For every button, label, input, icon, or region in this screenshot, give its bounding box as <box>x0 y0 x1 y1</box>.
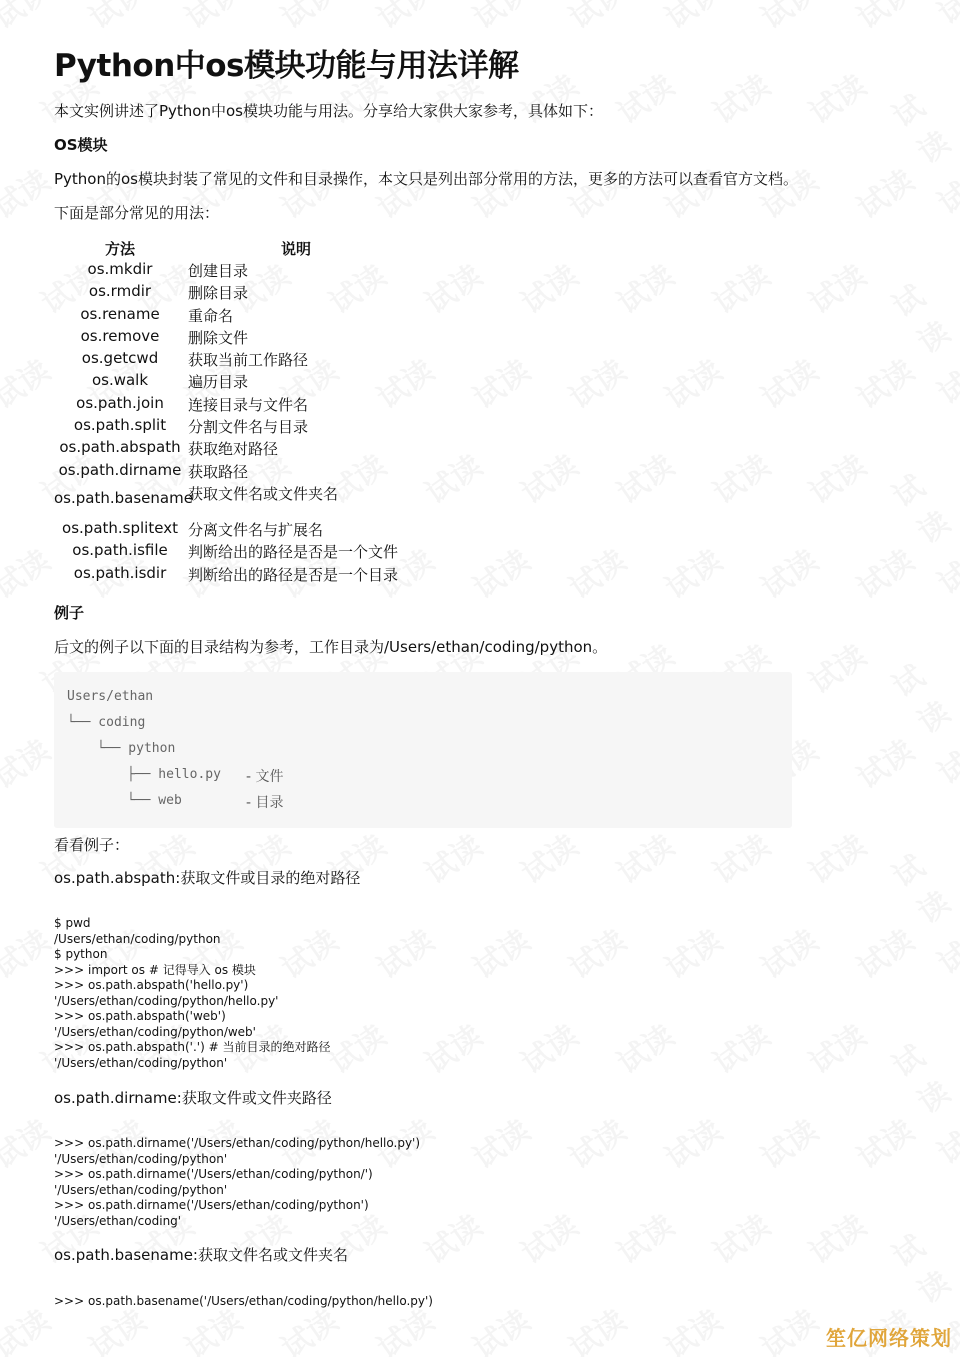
table-row <box>54 416 434 438</box>
intro-paragraph: 本文实例讲述了Python中os模块功能与用法。分享给大家供大家参考，具体如下： <box>54 102 603 120</box>
see-example-text: 看看例子： <box>54 836 130 854</box>
page-title: Python中os模块功能与用法详解 <box>54 48 519 84</box>
method-name: os.remove <box>80 326 160 345</box>
dirname-heading: os.path.dirname:获取文件或文件夹路径 <box>54 1089 332 1107</box>
method-description: 获取当前工作路径 <box>188 351 309 370</box>
header-method: 方法 <box>104 240 135 258</box>
method-description: 获取路径 <box>188 462 249 481</box>
table-header <box>54 238 434 260</box>
method-description: 连接目录与文件名 <box>188 395 309 414</box>
table-row <box>54 564 434 586</box>
directory-tree-codeblock <box>54 672 792 828</box>
basename-heading: os.path.basename:获取文件名或文件夹名 <box>54 1246 348 1264</box>
method-description: 分离文件名与扩展名 <box>188 520 324 539</box>
method-name: os.path.dirname <box>58 460 182 479</box>
method-name: os.path.isfile <box>72 541 168 560</box>
method-description: 获取绝对路径 <box>188 440 279 459</box>
method-name: os.mkdir <box>87 260 153 278</box>
method-name: os.path.split <box>73 416 167 435</box>
method-name: os.path.join <box>76 393 164 412</box>
method-name: os.path.isdir <box>73 563 167 582</box>
method-description: 删除目录 <box>188 284 249 303</box>
table-row <box>54 371 434 393</box>
method-description: 删除文件 <box>188 328 249 347</box>
method-name: os.path.splitext <box>62 518 178 537</box>
table-row <box>54 305 434 327</box>
method-description: 遍历目录 <box>188 373 249 392</box>
tree-line: └── coding <box>67 715 146 730</box>
section-heading-os: OS模块 <box>54 136 108 154</box>
tree-line: └── web <box>127 793 182 808</box>
section-heading-example: 例子 <box>54 604 85 622</box>
method-description: 创建目录 <box>188 262 249 280</box>
table-row <box>54 461 434 483</box>
method-name: os.path.abspath <box>59 438 181 457</box>
tree-line: └── python <box>97 741 176 756</box>
tree-comment: - 目录 <box>246 795 284 811</box>
method-name: os.path.basename <box>54 488 193 507</box>
os-description: Python的os模块封装了常见的文件和目录操作，本文只是列出部分常用的方法，更多的方法可以查看官方文档。 <box>54 170 798 188</box>
method-description: 判断给出的路径是否是一个文件 <box>188 543 399 562</box>
table-row <box>54 394 434 416</box>
method-description: 重命名 <box>188 306 234 325</box>
table-row <box>54 349 434 371</box>
table-row <box>54 327 434 349</box>
table-row <box>54 541 434 563</box>
abspath-heading: os.path.abspath:获取文件或目录的绝对路径 <box>54 869 361 887</box>
method-name: os.rmdir <box>88 282 152 301</box>
tree-line: ├── hello.py <box>127 767 221 782</box>
abspath-console-output: $ pwd /Users/ethan/coding/python $ python >>> import os # 记得导入 os 模块 >>> os.path.abspath('hello.py') '/Users/ethan/coding/python/hello.py' >>> os.path.abspath('web') '/Users/ethan/coding/python/web' >>> os.path.abspath('.') # 当前目录的绝对路径 '/Users/ethan/coding/python' <box>54 916 331 1070</box>
table-row <box>54 438 434 460</box>
tree-line: Users/ethan <box>67 689 154 704</box>
basename-console-output: >>> os.path.basename('/Users/ethan/coding/python/hello.py') <box>54 1294 433 1308</box>
methods-table <box>54 238 434 586</box>
method-name: os.rename <box>80 304 160 323</box>
method-description: 判断给出的路径是否是一个目录 <box>188 565 399 584</box>
method-description: 获取文件名或文件夹名 <box>188 484 339 503</box>
usage-intro: 下面是部分常见的用法： <box>54 204 220 222</box>
table-row <box>54 260 434 282</box>
table-row <box>54 483 434 519</box>
header-description: 说明 <box>280 240 311 258</box>
method-name: os.walk <box>91 371 149 390</box>
dirname-console-output: >>> os.path.dirname('/Users/ethan/coding/python/hello.py') '/Users/ethan/coding/python' >>> os.path.dirname('/Users/ethan/coding/python/') '/Users/ethan/coding/python' >>> os.path.dirname('/Users/ethan/coding/python') '/Users/ethan/coding' <box>54 1136 421 1228</box>
method-description: 分割文件名与目录 <box>188 418 309 437</box>
tree-comment: - 文件 <box>246 769 284 785</box>
table-row <box>54 282 434 304</box>
table-row <box>54 519 434 541</box>
brand-logo: 笙亿网络策划 <box>826 1326 952 1350</box>
example-intro: 后文的例子以下面的目录结构为参考，工作目录为/Users/ethan/coding/python。 <box>54 638 608 656</box>
method-name: os.getcwd <box>81 349 159 368</box>
